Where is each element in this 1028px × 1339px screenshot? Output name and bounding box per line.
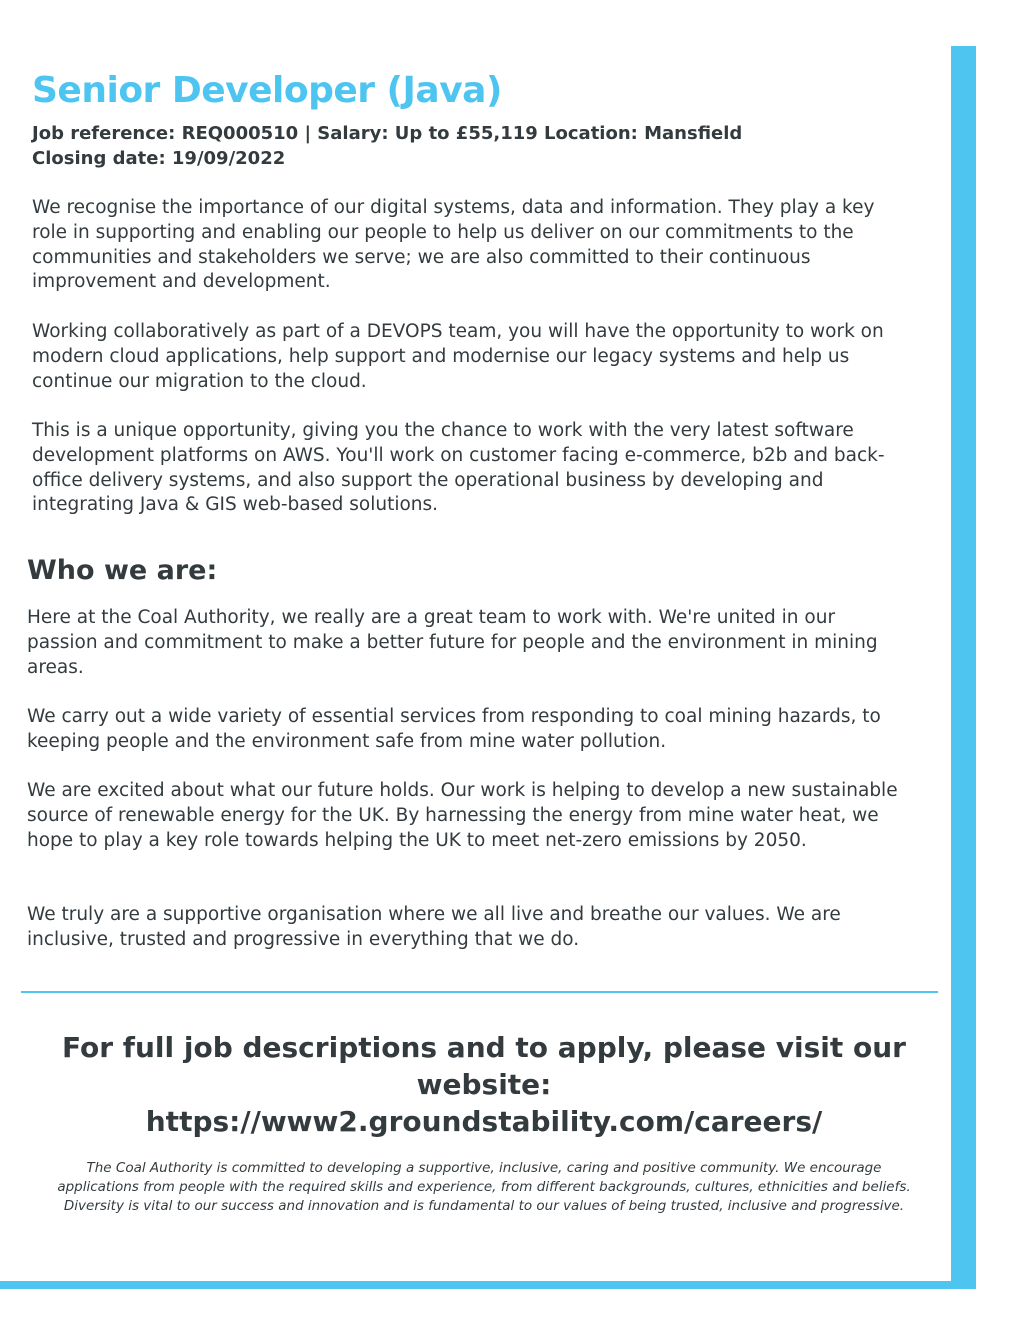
diversity-statement: The Coal Authority is committed to developing a supportive, inclusive, caring and positive community. We encourage applications from people with the required skills and experience, from different backgrounds, cultures, ethnicities and beliefs. Diversity is vital to our success and innovation and is fundamental to our values of being trusted, inclusive and progressive. [57, 1160, 911, 1214]
who-paragraph-3: We are excited about what our future holds. Our work is helping to develop a new sustainable source of renewable energy for the UK. By harnessing the energy from mine water heat, we hope to play a key role towards helping the UK to meet net-zero emissions by 2050. [27, 780, 898, 851]
who-paragraph-1: Here at the Coal Authority, we really are a great team to work with. We're united in our passion and commitment to make a better future for people and the environment in mining areas. [27, 607, 878, 678]
intro-paragraph-1: We recognise the importance of our digital systems, data and information. They play a key role in supporting and enabling our people to help us deliver on our commitments to the communities and stakeholders we serve; we are also committed to their continuous improvement and development. [32, 197, 875, 293]
section-divider [21, 991, 938, 993]
job-title: Senior Developer (Java) [32, 70, 502, 111]
intro-paragraph-3: This is a unique opportunity, giving you the chance to work with the very latest software development platforms on AWS. You'll work on customer facing e-commerce, b2b and back-office delivery systems, and also support the operational business by developing and integrating Java & GIS web-based solutions. [32, 420, 885, 516]
who-paragraph-2: We carry out a wide variety of essential services from responding to coal mining hazards, to keeping people and the environment safe from mine water pollution. [27, 706, 881, 752]
job-reference-line: Job reference: REQ000510 | Salary: Up to £55,119 Location: Mansfield [32, 123, 743, 144]
apply-call-to-action [40, 1029, 928, 1140]
bottom-accent-bar [0, 1281, 976, 1289]
intro-paragraph-2: Working collaboratively as part of a DEVOPS team, you will have the opportunity to work on modern cloud applications, help support and modernise our legacy systems and help us continue our migration to the cloud. [32, 321, 884, 392]
apply-text: For full job descriptions and to apply, please visit our website: [62, 1031, 906, 1101]
closing-date-line: Closing date: 19/09/2022 [32, 148, 286, 169]
job-meta [32, 121, 932, 171]
who-we-are-heading: Who we are: [27, 555, 218, 586]
right-accent-bar [951, 46, 976, 1289]
careers-website-link[interactable]: https://www2.groundstability.com/careers/ [145, 1105, 823, 1138]
who-paragraph-4: We truly are a supportive organisation where we all live and breathe our values. We are inclusive, trusted and progressive in everything that we do. [27, 904, 841, 950]
